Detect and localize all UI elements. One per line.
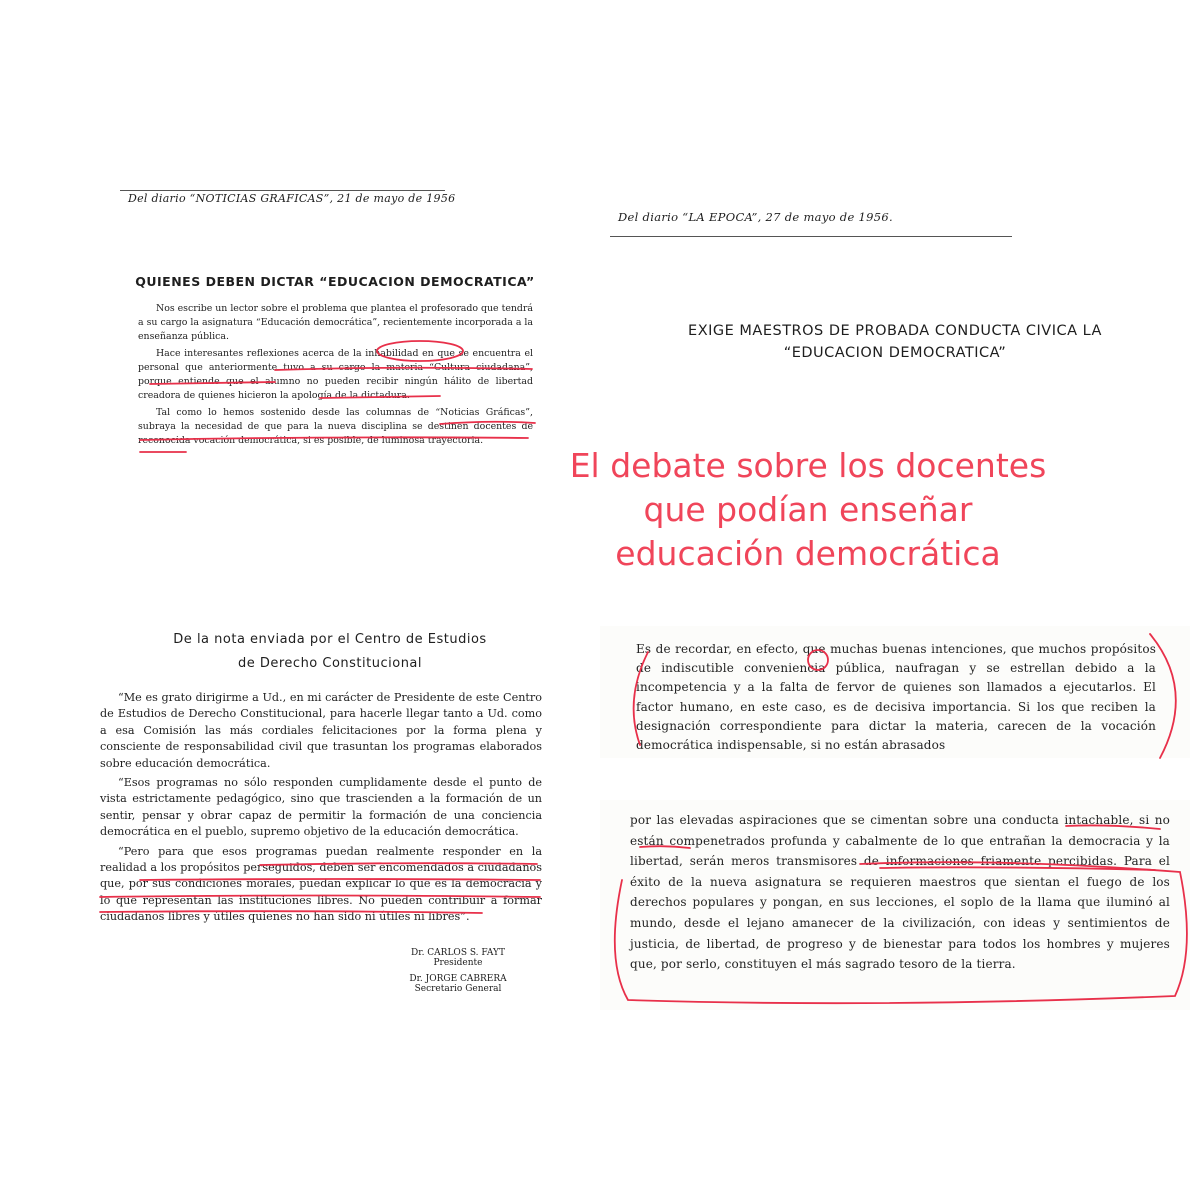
article-paragraph: Nos escribe un lector sobre el problema que plantea el profesorado que tendrá a su cargo la asignatura “Educación democrática”, recientemente incorporada a la enseñanza pública. [138, 303, 534, 342]
dateline: Del diario “NOTICIAS GRAFICAS”, 21 de mayo de 1956 [128, 192, 456, 205]
letter-paragraph: “Esos programas no sólo responden cumplidamente desde el punto de vista estrictamente pedagógico, sino que trascienden a la formación de un sentir, pensar y obrar capaz de permitir la formación de una conciencia democrática en el pueblo, supremo objetivo de la educación democrática. [100, 776, 542, 839]
headline-line: De la nota enviada por el Centro de Estudios [173, 632, 487, 647]
dateline: Del diario “LA EPOCA”, 27 de mayo de 1956. [618, 210, 893, 224]
headline-line: EXIGE MAESTROS DE PROBADA CONDUCTA CIVICA LA [688, 323, 1102, 339]
letter-paragraph: “Pero para que esos programas puedan realmente responder en la realidad a los propósitos perseguidos, deben ser encomendados a ciudadanos que, por sus condiciones morales, puedan explicar lo que es la democracia y lo que representan las instituciones libres. No pueden contribuir a formar ciudadanos libres y útiles quienes no han sido ni útiles ni libres”. [100, 844, 542, 924]
divider-rule [610, 236, 1012, 237]
handwritten-line: educación democrática [615, 534, 1001, 573]
article-body [138, 302, 533, 451]
clip-la-epoca-body-2 [600, 800, 1190, 1010]
signature-name: Dr. CARLOS S. FAYT [411, 948, 505, 958]
headline-line: de Derecho Constitucional [237, 656, 423, 671]
headline-line: “EDUCACION DEMOCRATICA” [783, 345, 1007, 361]
headline: QUIENES DEBEN DICTAR “EDUCACION DEMOCRATICA” [135, 274, 535, 289]
clip-la-epoca-headline [610, 208, 1180, 368]
signature-block [378, 948, 538, 994]
letter-paragraph: “Me es grato dirigirme a Ud., en mi carácter de Presidente de este Centro de Estudios de Derecho Constitucional, para hacerle llegar tanto a Ud. como a esa Comisión las más cordiales felicitaciones por la forma plena y consciente de responsabilidad civil que trasuntan los programas elaborados sobre educación democrática. [100, 691, 542, 770]
letter-body [100, 690, 542, 929]
handwritten-title [548, 444, 1068, 576]
article-paragraph: Es de recordar, en efecto, que muchas buenas intenciones, que muchos propósitos de indiscutible conveniencia pública, naufragan y se estrellan debido a la incompetencia y a la falta de fervor de quienes son llamados a ejecutarlos. El factor humano, en este caso, es de decisiva importancia. Si los que reciben la designación correspondiente para dictar la materia, carecen de la vocación democrática indispensable, si no están abrasados [636, 642, 1156, 753]
signature-name: Dr. JORGE CABRERA [409, 974, 507, 984]
signature-title: Secretario General [414, 984, 502, 994]
headline [100, 628, 560, 676]
signature-title: Presidente [433, 958, 483, 968]
article-paragraph: por las elevadas aspiraciones que se cimentan sobre una conducta intachable, si no están compenetrados profunda y cabalmente de lo que entrañan la democracia y la libertad, serán meros transmisores de informaciones friamente percibidas. Para el éxito de la nueva asignatura se requieren maestros que sientan el fuego de los derechos populares y pongan, en sus lecciones, el soplo de la llama que iluminó al mundo, desde el lejano amanecer de la civilización, con ideas y sentimientos de justicia, de libertad, de progreso y de bienestar para todos los hombres y mujeres que, por serlo, constituyen el más sagrado tesoro de la tierra. [630, 813, 1170, 972]
article-paragraph: Tal como lo hemos sostenido desde las columnas de “Noticias Gráficas”, subraya la necesidad de que para la nueva disciplina se destinen docentes de reconocida vocación democrática, si es posible, de luminosa trayectoria. [138, 407, 533, 446]
clip-la-epoca-body-1 [600, 626, 1190, 758]
handwritten-line: que podían enseñar [643, 490, 973, 529]
clip-centro-estudios [100, 620, 560, 1010]
headline [610, 320, 1180, 364]
divider-rule [120, 190, 445, 191]
handwritten-line: El debate sobre los docentes [569, 446, 1047, 485]
article-paragraph: Hace interesantes reflexiones acerca de la inhabilidad en que se encuentra el personal que anteriormente tuvo a su cargo la materia “Cultura ciudadana”, porque entiende que el alumno no pueden recibir ningún hálito de libertad creadora de quienes hicieron la apología de la dictadura. [138, 348, 533, 401]
clip-noticias-graficas [120, 186, 550, 476]
